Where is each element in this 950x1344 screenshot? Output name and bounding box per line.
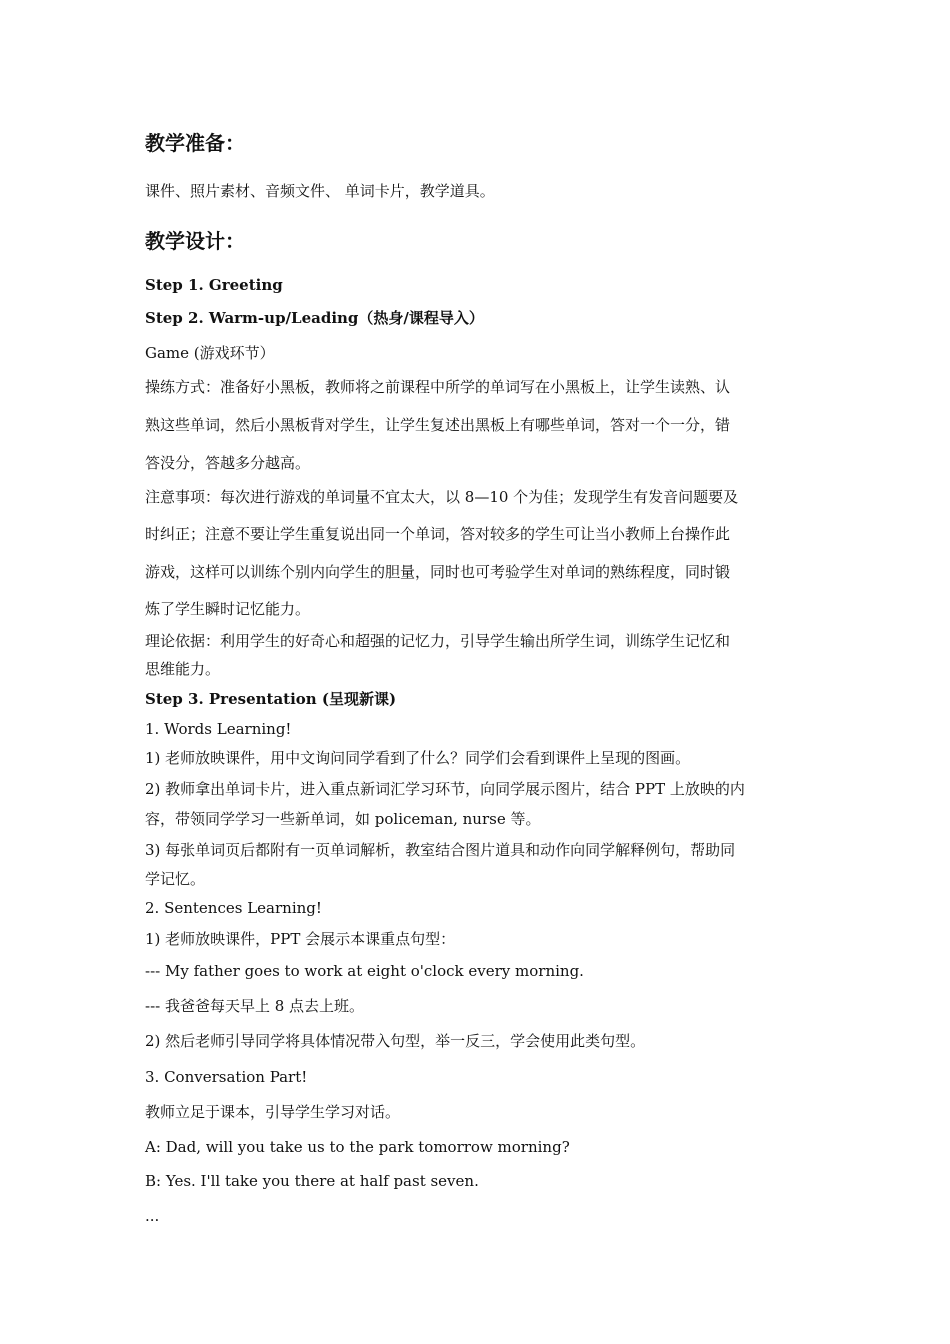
sentence-chinese: --- 我爸爸每天早上 8 点去上班。	[145, 997, 365, 1015]
sentence-english: --- My father goes to work at eight o'clock every morning.	[145, 962, 584, 980]
method-line-1: 操练方式：准备好小黑板，教师将之前课程中所学的单词写在小黑板上，让学生读熟、认	[145, 378, 731, 396]
conversation-line-b: B: Yes. I'll take you there at half past seven.	[145, 1172, 479, 1190]
words-item-2-line-2: 容，带领同学学习一些新单词，如 policeman, nurse 等。	[145, 810, 541, 828]
method-line-2: 熟这些单词，然后小黑板背对学生，让学生复述出黑板上有哪些单词，答对一个一分，错	[145, 416, 731, 434]
design-heading: 教学设计：	[145, 229, 245, 253]
note-line-4: 炼了学生瞬时记忆能力。	[145, 600, 311, 618]
sentences-item-1: 1) 老师放映课件，PPT 会展示本课重点句型：	[145, 930, 456, 948]
words-item-1: 1) 老师放映课件，用中文询问同学看到了什么？同学们会看到课件上呈现的图画。	[145, 749, 691, 767]
conversation-heading: 3. Conversation Part!	[145, 1068, 308, 1086]
step1-title: Step 1. Greeting	[145, 276, 283, 294]
note-line-2: 时纠正；注意不要让学生重复说出同一个单词，答对较多的学生可让当小教师上台操作此	[145, 525, 731, 543]
theory-line-1: 理论依据：利用学生的好奇心和超强的记忆力，引导学生输出所学生词，训练学生记忆和	[145, 632, 731, 650]
theory-line-2: 思维能力。	[145, 660, 221, 678]
step3-title: Step 3. Presentation (呈现新课)	[145, 690, 397, 708]
game-label: Game (游戏环节）	[145, 344, 275, 362]
conversation-line-a: A: Dad, will you take us to the park tomorrow morning?	[145, 1138, 570, 1156]
note-line-1: 注意事项：每次进行游戏的单词量不宜太大，以 8—10 个为佳；发现学生有发音问题要及	[145, 488, 739, 506]
method-line-3: 答没分，答越多分越高。	[145, 454, 311, 472]
words-item-3-line-2: 学记忆。	[145, 870, 206, 888]
words-item-3-line-1: 3) 每张单词页后都附有一页单词解析，教室结合图片道具和动作向同学解释例句，帮助同	[145, 841, 736, 859]
sentences-item-2: 2) 然后老师引导同学将具体情况带入句型，举一反三，学会使用此类句型。	[145, 1032, 646, 1050]
conversation-ellipsis: ...	[145, 1207, 160, 1225]
sentences-heading: 2. Sentences Learning!	[145, 899, 322, 917]
conversation-intro: 教师立足于课本，引导学生学习对话。	[145, 1103, 401, 1121]
words-heading: 1. Words Learning!	[145, 720, 292, 738]
prep-text: 课件、照片素材、音频文件、 单词卡片，教学道具。	[145, 182, 495, 200]
prep-heading: 教学准备：	[145, 131, 245, 155]
note-line-3: 游戏，这样可以训练个别内向学生的胆量，同时也可考验学生对单词的熟练程度，同时锻	[145, 563, 731, 581]
step2-title: Step 2. Warm-up/Leading（热身/课程导入）	[145, 309, 484, 327]
words-item-2-line-1: 2) 教师拿出单词卡片，进入重点新词汇学习环节，向同学展示图片，结合 PPT 上放映的内	[145, 780, 745, 798]
